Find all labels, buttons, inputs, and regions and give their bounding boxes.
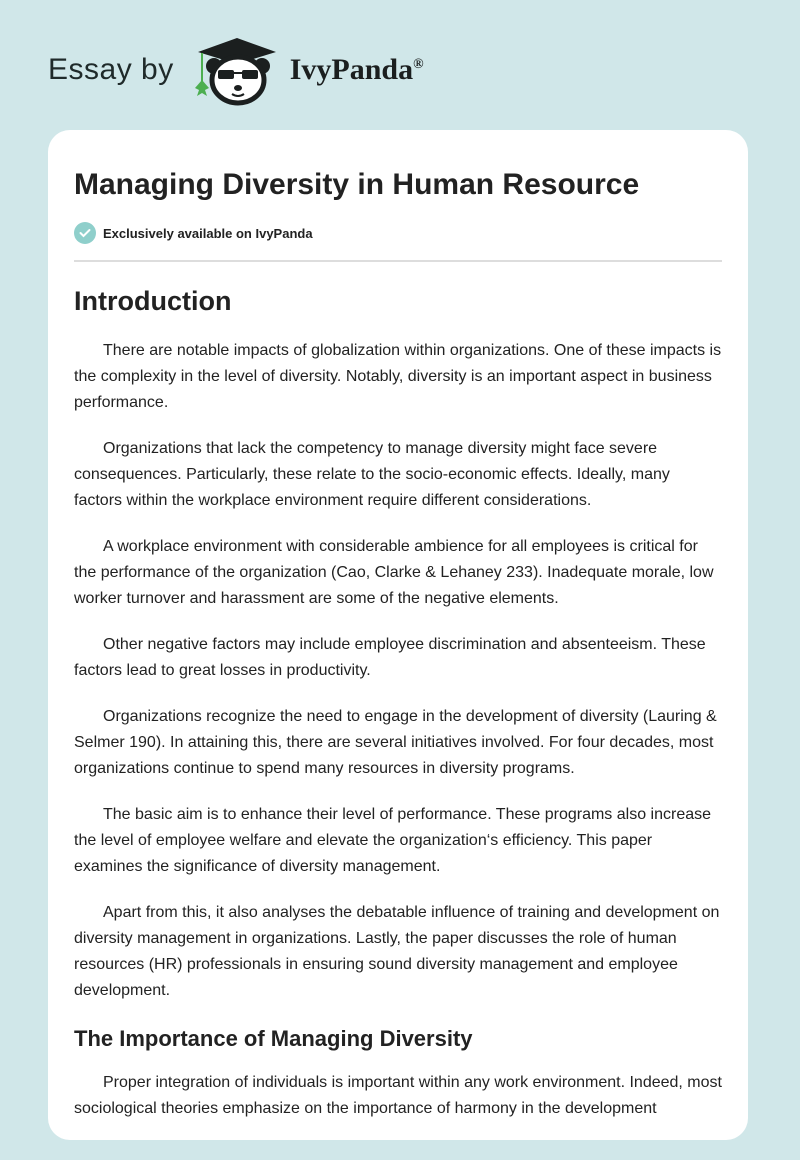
divider [74, 260, 722, 262]
panda-graduate-icon [192, 34, 282, 106]
paragraph: Apart from this, it also analyses the debatable influence of training and development on diversity management in organizations. Lastly, the paper discusses the role of human resources (HR) professionals in ensuring sound diversity management and employee development. [74, 904, 720, 999]
essay-by-label: Essay by [48, 53, 174, 86]
paragraph: The basic aim is to enhance their level of performance. These programs also increase the level of employee welfare and elevate the organization‘s efficiency. This paper examines the significance of diversity management. [74, 806, 712, 875]
paragraph: Organizations that lack the competency to manage diversity might face severe consequences. Particularly, these relate to the socio-economic effects. Ideally, many factors within the workplace environment require different considerations. [74, 440, 670, 509]
brand-name: IvyPanda® [289, 53, 424, 86]
site-header [48, 30, 424, 110]
exclusive-badge [74, 222, 722, 244]
page-title: Managing Diversity in Human Resource [74, 168, 640, 201]
section-heading: The Importance of Managing Diversity [74, 1026, 473, 1051]
paragraph: Organizations recognize the need to engage in the development of diversity (Lauring & Selmer 190). In attaining this, there are several initiatives involved. For four decades, most organizations continue to spend many resources in diversity programs. [74, 708, 717, 777]
paragraph: Proper integration of individuals is important within any work environment. Indeed, most sociological theories emphasize on the importance of harmony in the development [74, 1074, 722, 1117]
ivypanda-logo[interactable] [192, 34, 424, 106]
paragraph: A workplace environment with considerable ambience for all employees is critical for the performance of the organization (Cao, Clarke & Lehaney 233). Inadequate morale, low worker turnover and harassment are some of the negative elements. [74, 538, 714, 607]
paragraph: Other negative factors may include employee discrimination and absenteeism. These factors lead to great losses in productivity. [74, 636, 706, 679]
paragraph: There are notable impacts of globalization within organizations. One of these impacts is the complexity in the level of diversity. Notably, diversity is an important aspect in business performance. [74, 342, 722, 411]
section-heading: Introduction [74, 286, 232, 316]
check-icon [74, 222, 96, 244]
badge-label: Exclusively available on IvyPanda [103, 225, 313, 241]
essay-card [48, 130, 748, 1140]
